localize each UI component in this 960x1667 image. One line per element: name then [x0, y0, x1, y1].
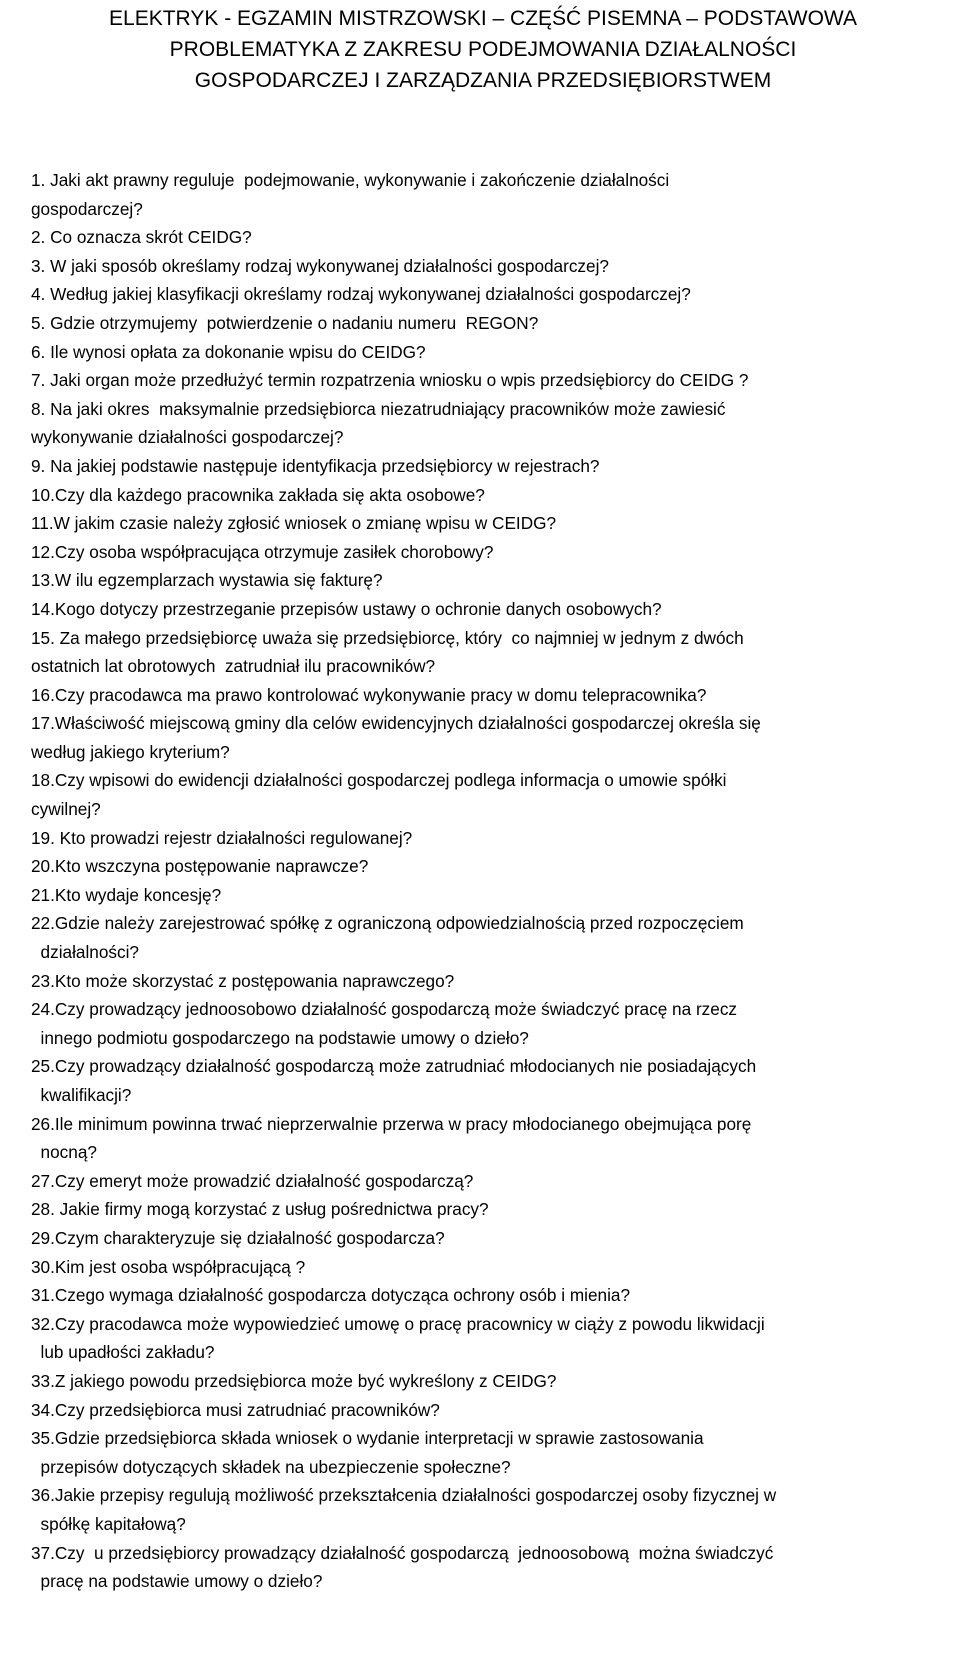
question-item: [31, 881, 951, 910]
question-text-line: 31.Czego wymaga działalność gospodarcza dotycząca ochrony osób i mienia?: [31, 1285, 631, 1306]
question-item: [31, 395, 951, 452]
question-text-line: 10.Czy dla każdego pracownika zakłada się akta osobowe?: [31, 484, 485, 505]
question-text-line: 11.W jakim czasie należy zgłosić wniosek o zmianę wpisu w CEIDG?: [31, 513, 557, 534]
question-text-line: 29.Czym charakteryzuje się działalność gospodarcza?: [31, 1227, 445, 1248]
question-text-line: ostatnich lat obrotowych zatrudniał ilu pracowników?: [31, 656, 436, 677]
question-item: [31, 995, 951, 1052]
question-text-line: 7. Jaki organ może przedłużyć termin rozpatrzenia wniosku o wpis przedsiębiorcy do CEIDG ?: [31, 370, 749, 391]
question-item: [31, 852, 951, 881]
question-item: [31, 309, 951, 338]
question-item: [31, 1481, 951, 1538]
question-item: [31, 252, 951, 281]
question-item: [31, 681, 951, 710]
question-item: [31, 366, 951, 395]
question-text-line: lub upadłości zakładu?: [31, 1342, 215, 1363]
question-item: [31, 481, 951, 510]
question-text-line: 24.Czy prowadzący jednoosobowo działalność gospodarczą może świadczyć pracę na rzecz: [31, 999, 738, 1020]
question-item: [31, 223, 951, 252]
question-text-line: kwalifikacji?: [31, 1085, 132, 1105]
question-item: [31, 538, 951, 567]
question-text-line: 8. Na jaki okres maksymalnie przedsiębiorca niezatrudniający pracowników może zawiesić: [31, 398, 726, 419]
question-text-line: 28. Jakie firmy mogą korzystać z usług pośrednictwa pracy?: [31, 1199, 489, 1220]
question-item: [31, 1052, 951, 1109]
question-item: [31, 1396, 951, 1425]
question-item: [31, 1167, 951, 1196]
question-item: [31, 166, 951, 223]
question-text-line: pracę na podstawie umowy o dzieło?: [31, 1571, 323, 1592]
question-text-line: 22.Gdzie należy zarejestrować spółkę z ograniczoną odpowiedzialnością przed rozpoczęciem: [31, 913, 744, 934]
question-text-line: 13.W ilu egzemplarzach wystawia się fakturę?: [31, 570, 383, 591]
question-text-line: według jakiego kryterium?: [31, 741, 230, 762]
question-text-line: 27.Czy emeryt może prowadzić działalność gospodarczą?: [31, 1170, 474, 1191]
question-item: [31, 1281, 951, 1310]
question-text-line: 6. Ile wynosi opłata za dokonanie wpisu do CEIDG?: [31, 341, 426, 362]
question-item: [31, 338, 951, 367]
question-text-line: działalności?: [31, 942, 139, 963]
question-text-line: 21.Kto wydaje koncesję?: [31, 884, 222, 905]
question-text-line: 30.Kim jest osoba współpracującą ?: [31, 1256, 306, 1277]
question-item: [31, 967, 951, 996]
question-item: [31, 1310, 951, 1367]
question-item: [31, 766, 951, 823]
question-text-line: 2. Co oznacza skrót CEIDG?: [31, 227, 252, 248]
question-text-line: 34.Czy przedsiębiorca musi zatrudniać pracowników?: [31, 1399, 440, 1420]
question-text-line: 12.Czy osoba współpracująca otrzymuje zasiłek chorobowy?: [31, 541, 494, 562]
question-item: [31, 1539, 951, 1596]
question-text-line: przepisów dotyczących składek na ubezpieczenie społeczne?: [31, 1456, 511, 1477]
question-item: [31, 452, 951, 481]
question-item: [31, 1195, 951, 1224]
question-text-line: 1. Jaki akt prawny reguluje podejmowanie, wykonywanie i zakończenie działalności: [31, 170, 670, 190]
question-text-line: innego podmiotu gospodarczego na podstawie umowy o dzieło?: [31, 1027, 529, 1048]
question-item: [31, 595, 951, 624]
question-item: [31, 909, 951, 966]
question-item: [31, 1367, 951, 1396]
question-text-line: 25.Czy prowadzący działalność gospodarczą może zatrudniać młodocianych nie posiadających: [31, 1056, 757, 1077]
question-item: [31, 709, 951, 766]
question-text-line: 18.Czy wpisowi do ewidencji działalności gospodarczej podlega informacja o umowie spółki: [31, 770, 727, 791]
question-text-line: 32.Czy pracodawca może wypowiedzieć umowę o pracę pracownicy w ciąży z powodu likwidacji: [31, 1313, 765, 1334]
question-item: [31, 280, 951, 309]
question-item: [31, 624, 951, 681]
question-item: [31, 509, 951, 538]
question-text-line: 16.Czy pracodawca ma prawo kontrolować wykonywanie pracy w domu telepracownika?: [31, 684, 707, 705]
question-text-line: 5. Gdzie otrzymujemy potwierdzenie o nadaniu numeru REGON?: [31, 312, 539, 333]
question-text-line: 3. W jaki sposób określamy rodzaj wykonywanej działalności gospodarczej?: [31, 255, 609, 276]
question-text-line: 17.Właściwość miejscową gminy dla celów ewidencyjnych działalności gospodarczej określa się: [31, 713, 761, 734]
question-text-line: nocną?: [31, 1142, 97, 1163]
question-text-line: 36.Jakie przepisy regulują możliwość przekształcenia działalności gospodarczej osoby fizycznej w: [31, 1485, 777, 1506]
question-list: [31, 166, 951, 1596]
question-item: [31, 1253, 951, 1282]
question-text-line: spółkę kapitałową?: [31, 1513, 186, 1534]
question-text-line: 15. Za małego przedsiębiorcę uważa się przedsiębiorcę, który co najmniej w jednym z dwóch: [31, 627, 744, 648]
question-text-line: 33.Z jakiego powodu przedsiębiorca może być wykreślony z CEIDG?: [31, 1370, 557, 1391]
question-text-line: 4. Według jakiej klasyfikacji określamy rodzaj wykonywanej działalności gospodarczej?: [31, 284, 691, 305]
question-text-line: wykonywanie działalności gospodarczej?: [31, 427, 344, 448]
question-item: [31, 1224, 951, 1253]
question-text-line: cywilnej?: [31, 799, 101, 820]
question-text-line: 9. Na jakiej podstawie następuje identyfikacja przedsiębiorcy w rejestrach?: [31, 455, 600, 476]
title-line: ELEKTRYK - EGZAMIN MISTRZOWSKI – CZĘŚĆ PISEMNA – PODSTAWOWA: [109, 7, 857, 30]
title-line: PROBLEMATYKA Z ZAKRESU PODEJMOWANIA DZIAŁALNOŚCI: [169, 38, 797, 61]
question-item: [31, 1110, 951, 1167]
question-item: [31, 566, 951, 595]
question-item: [31, 1424, 951, 1481]
title-line: GOSPODARCZEJ I ZARZĄDZANIA PRZEDSIĘBIORSTWEM: [194, 69, 772, 92]
question-text-line: 20.Kto wszczyna postępowanie naprawcze?: [31, 856, 369, 877]
question-text-line: 26.Ile minimum powinna trwać nieprzerwalnie przerwa w pracy młodocianego obejmująca porę: [31, 1113, 752, 1134]
question-item: [31, 824, 951, 853]
question-text-line: 23.Kto może skorzystać z postępowania naprawczego?: [31, 970, 455, 991]
question-text-line: 37.Czy u przedsiębiorcy prowadzący działalność gospodarczą jednoosobową można świadczyć: [31, 1542, 774, 1563]
question-text-line: 35.Gdzie przedsiębiorca składa wniosek o wydanie interpretacji w sprawie zastosowania: [31, 1428, 704, 1449]
document-title: [0, 3, 960, 96]
question-text-line: 14.Kogo dotyczy przestrzeganie przepisów ustawy o ochronie danych osobowych?: [31, 598, 662, 619]
question-text-line: 19. Kto prowadzi rejestr działalności regulowanej?: [31, 827, 413, 848]
question-text-line: gospodarczej?: [31, 198, 143, 219]
